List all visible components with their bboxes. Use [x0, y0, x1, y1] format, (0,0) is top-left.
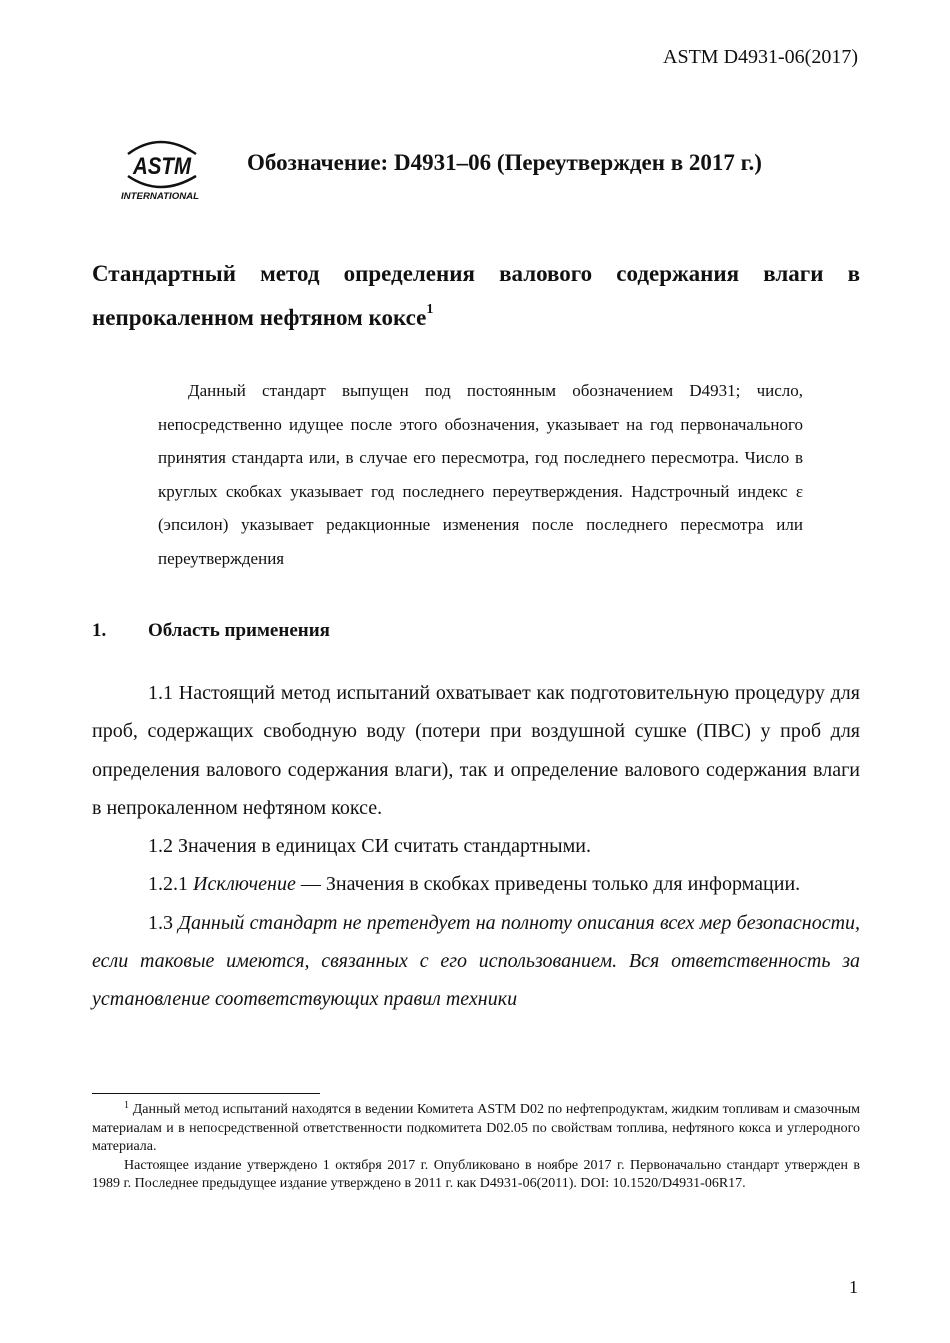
- section-number: 1.: [92, 620, 107, 641]
- logo-text-bottom: INTERNATIONAL: [121, 191, 199, 201]
- footnote-2: Настоящее издание утверждено 1 октября 2017 г. Опубликовано в ноябре 2017 г. Первоначально стандарт утвержден в 1989 г. Последнее предыдущее издание утверждено в 2011 г. как D4931-06(2011). DOI: 10.1520/D4931-06R17.: [92, 1157, 860, 1192]
- clause-1-2-1-text: — Значения в скобках приведены только для информации.: [295, 873, 801, 896]
- clause-1-2-1-number: 1.2.1: [148, 873, 193, 896]
- footnotes: [92, 1101, 860, 1194]
- clause-1-2-1-exception: Исключение: [193, 873, 296, 896]
- designation-title: Обозначение: D4931–06 (Переутвержден в 2017 г.): [247, 150, 762, 175]
- clause-1-3: [92, 904, 860, 1019]
- clause-1-2-1: [92, 865, 860, 903]
- main-title-line1: Стандартный метод определения валового содержания влаги в: [92, 261, 860, 286]
- standard-code: ASTM D4931-06(2017): [663, 46, 858, 68]
- footnote-1-mark: 1: [124, 1100, 129, 1111]
- title-footnote-mark: 1: [426, 302, 434, 317]
- main-title: [92, 252, 860, 340]
- section-body: [92, 674, 860, 1019]
- logo-text-top: ASTM: [132, 153, 192, 180]
- preamble-paragraph: Данный стандарт выпущен под постоянным обозначением D4931; число, непосредственно идущее после этого обозначения, указывает на год первоначального принятия стандарта или, в случае его пересмотра, год последнего пересмотра. Число в круглых скобках указывает год последнего переутверждения. Надстрочный индекс ε (эпсилон) указывает редакционные изменения после последнего пересмотра или переутверждения: [158, 381, 803, 568]
- footnote-1: [92, 1101, 860, 1157]
- footnote-divider: [92, 1093, 320, 1094]
- section-heading: [92, 620, 330, 642]
- page-number: 1: [849, 1277, 858, 1297]
- main-title-line2: непрокаленном нефтяном коксе: [92, 305, 427, 330]
- astm-international-logo-icon: [118, 128, 202, 202]
- clause-1-2: 1.2 Значения в единицах СИ считать стандартными.: [148, 835, 591, 858]
- footnote-1-text: Данный метод испытаний находятся в ведении Комитета ASTM D02 по нефтепродуктам, жидким топливам и смазочным материалам и в непосредственной ответственности подкомитета D02.05 по свойствам топлива, нефтяного кокса и углеродного материала.: [92, 1102, 860, 1155]
- clause-1-3-text: Данный стандарт не претендует на полноту описания всех мер безопасности, если таковые имеются, связанных с его использованием. Вся ответственность за установление соответствующих правил техники: [92, 911, 861, 1011]
- clause-1-1: 1.1 Настоящий метод испытаний охватывает как подготовительную процедуру для проб, содержащих свободную воду (потери при воздушной сушке (ПВС) у проб для определения валового содержания влаги), так и определение валового содержания влаги в непрокаленном нефтяном коксе.: [92, 682, 860, 819]
- section-title: Область применения: [148, 620, 330, 641]
- clause-1-3-number: 1.3: [148, 911, 179, 934]
